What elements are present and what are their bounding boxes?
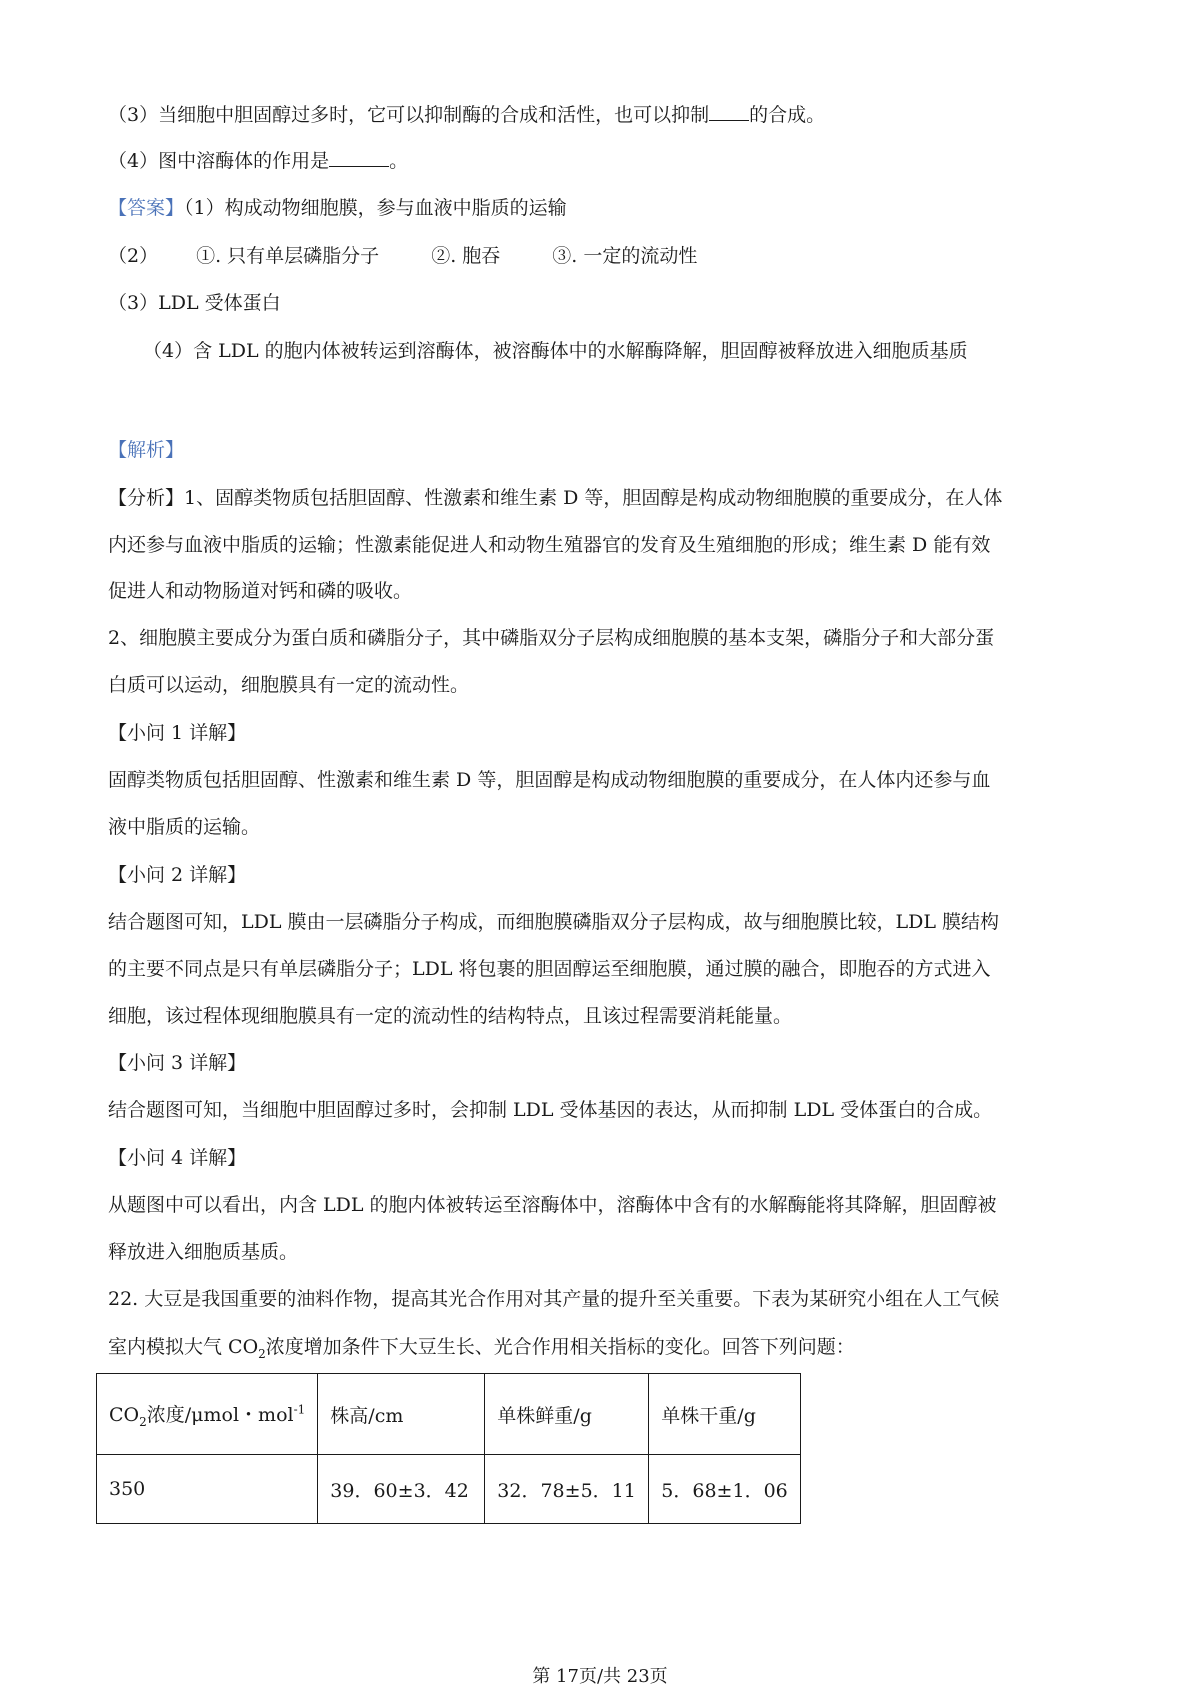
sub-question-2-line-3: 细胞，该过程体现细胞膜具有一定的流动性的结构特点，且该过程需要消耗能量。 bbox=[108, 1005, 793, 1027]
analysis-tag: 【解析】 bbox=[108, 439, 185, 461]
sub-question-4-line-2: 释放进入细胞质基质。 bbox=[108, 1241, 299, 1263]
sub-question-3-title: 【小问 3 详解】 bbox=[108, 1052, 247, 1074]
q3-line bbox=[108, 102, 825, 128]
sub-question-4-title: 【小问 4 详解】 bbox=[108, 1147, 247, 1169]
header-co2 bbox=[97, 1374, 318, 1455]
header-co2-text-b: 浓度/μmol・mol bbox=[146, 1403, 294, 1426]
q4-blank bbox=[329, 148, 389, 167]
table-cell: 5．68±1．06 bbox=[649, 1455, 801, 1524]
table-row bbox=[97, 1455, 801, 1524]
table-cell: 32．78±5．11 bbox=[485, 1455, 649, 1524]
table-header-row bbox=[97, 1374, 801, 1455]
analysis-line-5: 白质可以运动，细胞膜具有一定的流动性。 bbox=[108, 674, 470, 696]
soybean-data-table bbox=[96, 1373, 801, 1524]
sub-question-2-line-1: 结合题图可知，LDL 膜由一层磷脂分子构成，而细胞膜磷脂双分子层构成，故与细胞膜比较，LDL 膜结构 bbox=[108, 911, 1000, 933]
header-height: 株高/cm bbox=[318, 1374, 485, 1455]
header-co2-sub: 2 bbox=[139, 1414, 147, 1429]
answer-4: （4）含 LDL 的胞内体被转运到溶酶体，被溶酶体中的水解酶降解，胆固醇被释放进入细胞质基质 bbox=[143, 340, 968, 362]
sub-question-1-title: 【小问 1 详解】 bbox=[108, 722, 247, 744]
sub-question-2-line-2: 的主要不同点是只有单层磷脂分子；LDL 将包裹的胆固醇运至细胞膜，通过膜的融合，即胞吞的方式进入 bbox=[108, 958, 991, 980]
sub-question-4-line-1: 从题图中可以看出，内含 LDL 的胞内体被转运至溶酶体中，溶酶体中含有的水解酶能将其降解，胆固醇被 bbox=[108, 1194, 997, 1216]
header-dry-weight: 单株干重/g bbox=[649, 1374, 801, 1455]
q22-text-a: 室内模拟大气 CO bbox=[108, 1336, 259, 1358]
sub-question-1-line-2: 液中脂质的运输。 bbox=[108, 816, 261, 838]
page-footer: 第 17页/共 23页 bbox=[532, 1666, 668, 1687]
answer-line-4 bbox=[143, 338, 968, 364]
answer-2-b: ②. 胞吞 bbox=[431, 245, 501, 267]
q3-text-a: （3）当细胞中胆固醇过多时，它可以抑制酶的合成和活性，也可以抑制 bbox=[108, 104, 710, 126]
q4-text-a: （4）图中溶酶体的作用是 bbox=[108, 150, 330, 172]
answer-3: （3）LDL 受体蛋白 bbox=[108, 292, 281, 314]
answer-1: （1）构成动物细胞膜，参与血液中脂质的运输 bbox=[184, 197, 567, 219]
q4-text-b: 。 bbox=[389, 150, 409, 172]
header-co2-text-a: CO bbox=[109, 1403, 140, 1426]
q3-text-b: 的合成。 bbox=[749, 104, 826, 126]
table-cell: 350 bbox=[97, 1455, 318, 1524]
q22-text-b: 浓度增加条件下大豆生长、光合作用相关指标的变化。回答下列问题： bbox=[265, 1336, 855, 1358]
answer-line-2 bbox=[108, 243, 697, 269]
analysis-line-4: 2、细胞膜主要成分为蛋白质和磷脂分子，其中磷脂双分子层构成细胞膜的基本支架，磷脂分子和大部分蛋 bbox=[108, 627, 995, 649]
answer-2-num: （2） bbox=[108, 245, 159, 267]
analysis-line-1: 【分析】1、固醇类物质包括胆固醇、性激素和维生素 D 等，胆固醇是构成动物细胞膜的重要成分，在人体 bbox=[108, 487, 1003, 509]
question-22-line-2 bbox=[108, 1334, 855, 1367]
header-co2-sup: -1 bbox=[293, 1402, 306, 1417]
answer-tag: 【答案】 bbox=[108, 197, 185, 219]
q22-subscript: 2 bbox=[258, 1346, 266, 1361]
sub-question-2-title: 【小问 2 详解】 bbox=[108, 864, 247, 886]
q4-line bbox=[108, 148, 408, 174]
table-cell: 39．60±3．42 bbox=[318, 1455, 485, 1524]
question-22-line-1: 22. 大豆是我国重要的油料作物，提高其光合作用对其产量的提升至关重要。下表为某研究小组在人工气候 bbox=[108, 1288, 1000, 1310]
answer-2-c: ③. 一定的流动性 bbox=[552, 245, 698, 267]
analysis-line-2: 内还参与血液中脂质的运输；性激素能促进人和动物生殖器官的发育及生殖细胞的形成；维生素 D 能有效 bbox=[108, 534, 991, 556]
answer-2-a: ①. 只有单层磷脂分子 bbox=[196, 245, 380, 267]
sub-question-1-line-1: 固醇类物质包括胆固醇、性激素和维生素 D 等，胆固醇是构成动物细胞膜的重要成分，在人体内还参与血 bbox=[108, 769, 991, 791]
answer-line-3 bbox=[108, 290, 281, 316]
sub-question-3-line-1: 结合题图可知，当细胞中胆固醇过多时，会抑制 LDL 受体基因的表达，从而抑制 LDL 受体蛋白的合成。 bbox=[108, 1099, 993, 1121]
header-fresh-weight: 单株鲜重/g bbox=[485, 1374, 649, 1455]
analysis-line-3: 促进人和动物肠道对钙和磷的吸收。 bbox=[108, 580, 413, 602]
answer-line-1 bbox=[108, 195, 567, 221]
q3-blank bbox=[709, 102, 749, 121]
